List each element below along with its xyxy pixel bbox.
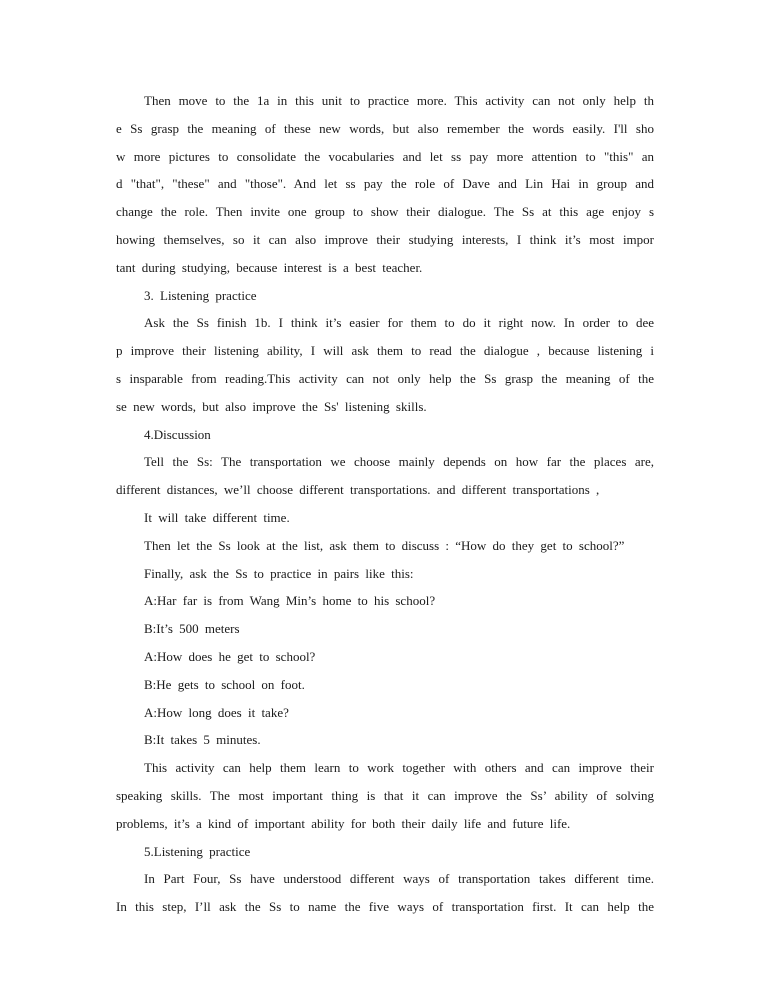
document-page (116, 87, 654, 921)
text-line: Finally, ask the Ss to practice in pairs like this: (144, 565, 414, 581)
text-line: Tell the Ss: The transportation we choose mainly depends on how far the places are, (144, 454, 654, 470)
text-line: A:How long does it take? (144, 704, 289, 720)
text-line: It will take different time. (144, 509, 290, 525)
text-line: Then let the Ss look at the list, ask them to discuss : “How do they get to school?” (144, 537, 625, 553)
text-line: howing themselves, so it can also improve their studying interests, I think it’s most impor (116, 231, 654, 247)
text-line: e Ss grasp the meaning of these new words, but also remember the words easily. I'll sho (116, 120, 654, 136)
text-line: This activity can help them learn to work together with others and can improve their (144, 760, 654, 776)
text-line: In Part Four, Ss have understood different ways of transportation takes different time. (144, 871, 654, 887)
text-line: problems, it’s a kind of important ability for both their daily life and future life. (116, 815, 571, 831)
text-line: 3. Listening practice (144, 287, 257, 303)
text-line: d "that", "these" and "those". And let ss pay the role of Dave and Lin Hai in group and (116, 176, 654, 192)
text-line: In this step, I’ll ask the Ss to name the five ways of transportation first. It can help the (116, 899, 654, 915)
text-line: A:How does he get to school? (144, 648, 316, 664)
text-line: 5.Listening practice (144, 843, 251, 859)
text-line: Ask the Ss finish 1b. I think it’s easier for them to do it right now. In order to dee (144, 315, 654, 331)
text-line: B:It’s 500 meters (144, 621, 240, 637)
text-line: Then move to the 1a in this unit to practice more. This activity can not only help th (144, 93, 654, 108)
text-line: change the role. Then invite one group to show their dialogue. The Ss at this age enjoy s (116, 204, 654, 220)
text-line: tant during studying, because interest is a best teacher. (116, 259, 423, 275)
text-line: p improve their listening ability, I will ask them to read the dialogue , because listening i (116, 343, 654, 359)
text-line: different distances, we’ll choose different transportations. and different transportations , (116, 482, 600, 498)
text-line: s insparable from reading.This activity can not only help the Ss grasp the meaning of the (116, 370, 654, 386)
text-line: A:Har far is from Wang Min’s home to his school? (144, 593, 436, 609)
text-line: 4.Discussion (144, 426, 211, 442)
text-line: B:It takes 5 minutes. (144, 732, 261, 748)
text-line: w more pictures to consolidate the vocabularies and let ss pay more attention to "this" an (116, 148, 654, 164)
text-line: B:He gets to school on foot. (144, 676, 305, 692)
text-line: se new words, but also improve the Ss' listening skills. (116, 398, 427, 414)
text-line: speaking skills. The most important thing is that it can improve the Ss’ ability of solving (116, 787, 654, 803)
